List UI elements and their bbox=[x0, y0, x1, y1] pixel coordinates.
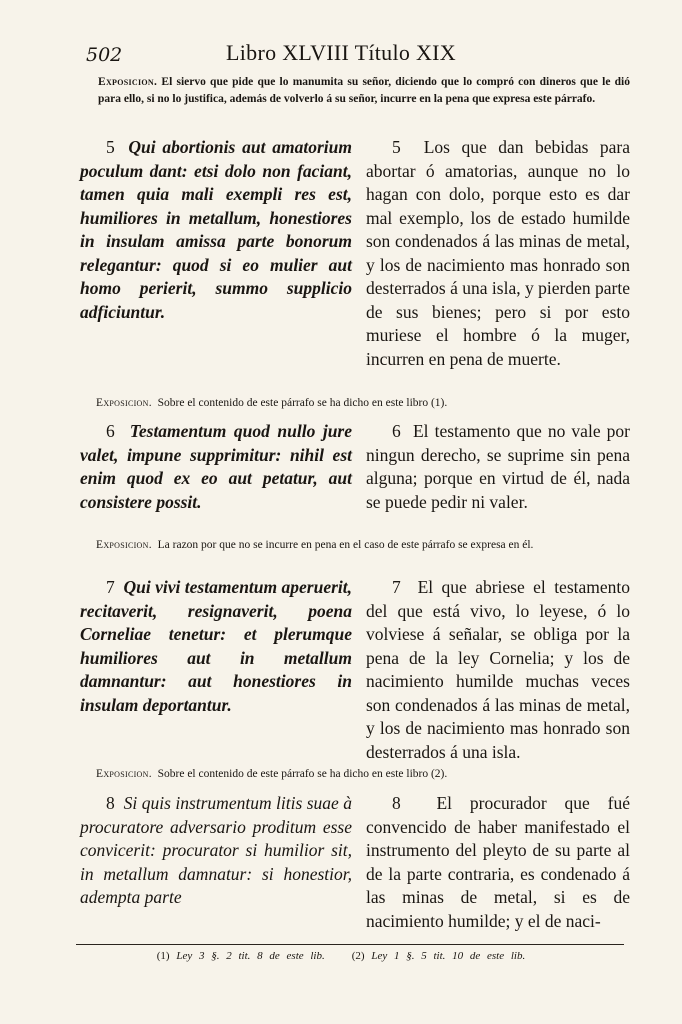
section-number: 7 bbox=[392, 577, 401, 597]
section-number: 5 bbox=[106, 137, 115, 157]
running-title: Libro XLVIII Título XIX bbox=[226, 40, 456, 65]
exposition-5 bbox=[96, 395, 636, 412]
latin-text: Qui vivi testamentum aperuerit, recitaverit, resignaverit, poena Corneliae tenetur: et plerumque humiliores aut in metallum damnantur: aut honestiores in insulam deportantur. bbox=[80, 577, 352, 715]
section-number: 6 bbox=[392, 421, 401, 441]
section-number: 8 bbox=[392, 793, 401, 813]
spanish-paragraph-5 bbox=[366, 136, 630, 371]
intro-exposition-text: El siervo que pide que lo manumita su señor, diciendo que lo compró con dineros que le dió para ello, si no lo justifica, además de volverlo á su señor, incurre en la pena que expresa este párrafo. bbox=[98, 76, 631, 105]
intro-exposition bbox=[98, 74, 630, 108]
section-number: 6 bbox=[106, 421, 115, 441]
spanish-paragraph-7 bbox=[366, 576, 630, 764]
section-number: 7 bbox=[106, 577, 115, 597]
spanish-paragraph-6 bbox=[366, 420, 630, 514]
exposition-6 bbox=[96, 537, 630, 554]
footnote-rule bbox=[76, 944, 624, 945]
footnote-1-text: Ley 3 §. 2 tit. 8 de este lib. bbox=[176, 950, 325, 962]
spanish-text: El procurador que fué convencido de haber manifestado el instrumento del pleyto de su parte al de la parte contraria, es condenado á las minas de metal, si es de nacimiento humilde; y el de naci- bbox=[366, 793, 631, 931]
latin-text: Testamentum quod nullo jure valet, impune supprimitur: nihil est enim quod ex eo aut petatur, aut consistere possit. bbox=[80, 421, 353, 512]
spanish-text: El que abriese el testamento del que está vivo, lo leyese, ó lo volviese á señalar, se obliga por la pena de la ley Cornelia; y los de nacimiento humilde muchas veces son condenados á las minas de metal, y los de nacimiento mas honrado son desterrados á una isla. bbox=[366, 577, 630, 762]
footnote-2-mark: (2) bbox=[351, 950, 365, 962]
page-number: 502 bbox=[86, 44, 123, 66]
exposition-text: Sobre el contenido de este párrafo se ha dicho en este libro (1). bbox=[157, 397, 448, 409]
spanish-text: Los que dan bebidas para abortar ó amatorias, aunque no lo hagan con dolo, porque esto es dar mal exemplo, los de estado humilde son condenados á las minas de metal, y los de nacimiento mas honrado son desterrados á una isla, y pierden parte de sus bienes; pero si por esto muriese el hombre ó la muger, incurren en pena de muerte. bbox=[366, 137, 630, 369]
intro-exposition-label: Exposicion. bbox=[98, 76, 158, 88]
exposition-label: Exposicion. bbox=[96, 768, 152, 780]
latin-paragraph-6 bbox=[80, 420, 352, 514]
spanish-paragraph-8 bbox=[366, 792, 630, 933]
exposition-7 bbox=[96, 766, 636, 783]
spanish-text: El testamento que no vale por ningun derecho, se suprime sin pena alguna; porque en virtud de él, nada se puede pedir ni valer. bbox=[366, 421, 630, 512]
latin-paragraph-7 bbox=[80, 576, 352, 717]
footnote-2-text: Ley 1 §. 5 tit. 10 de este lib. bbox=[371, 950, 526, 962]
latin-text: Qui abortionis aut amatorium poculum dant: etsi dolo non faciant, tamen quia mali exempli res est, humiliores in metallum, honestiores in insulam amissa parte bonorum relegantur: quod si eo mulier aut homo perierit, summo supplicio adficiuntur. bbox=[80, 137, 352, 322]
exposition-label: Exposicion. bbox=[96, 397, 152, 409]
latin-paragraph-5 bbox=[80, 136, 352, 324]
exposition-text: Sobre el contenido de este párrafo se ha dicho en este libro (2). bbox=[157, 768, 448, 780]
latin-paragraph-8 bbox=[80, 792, 352, 910]
footnote-1-mark: (1) bbox=[156, 950, 170, 962]
section-number: 5 bbox=[392, 137, 401, 157]
exposition-label: Exposicion. bbox=[96, 539, 152, 551]
latin-text: Si quis instrumentum litis suae à procuratore adversario proditum esse convicerit: procurator si humilior sit, in metallum damnatur: si honestior, adempta parte bbox=[80, 793, 353, 907]
exposition-text: La razon por que no se incurre en pena en el caso de este párrafo se expresa en él. bbox=[157, 539, 534, 551]
section-number: 8 bbox=[106, 793, 115, 813]
footnotes bbox=[0, 950, 682, 962]
